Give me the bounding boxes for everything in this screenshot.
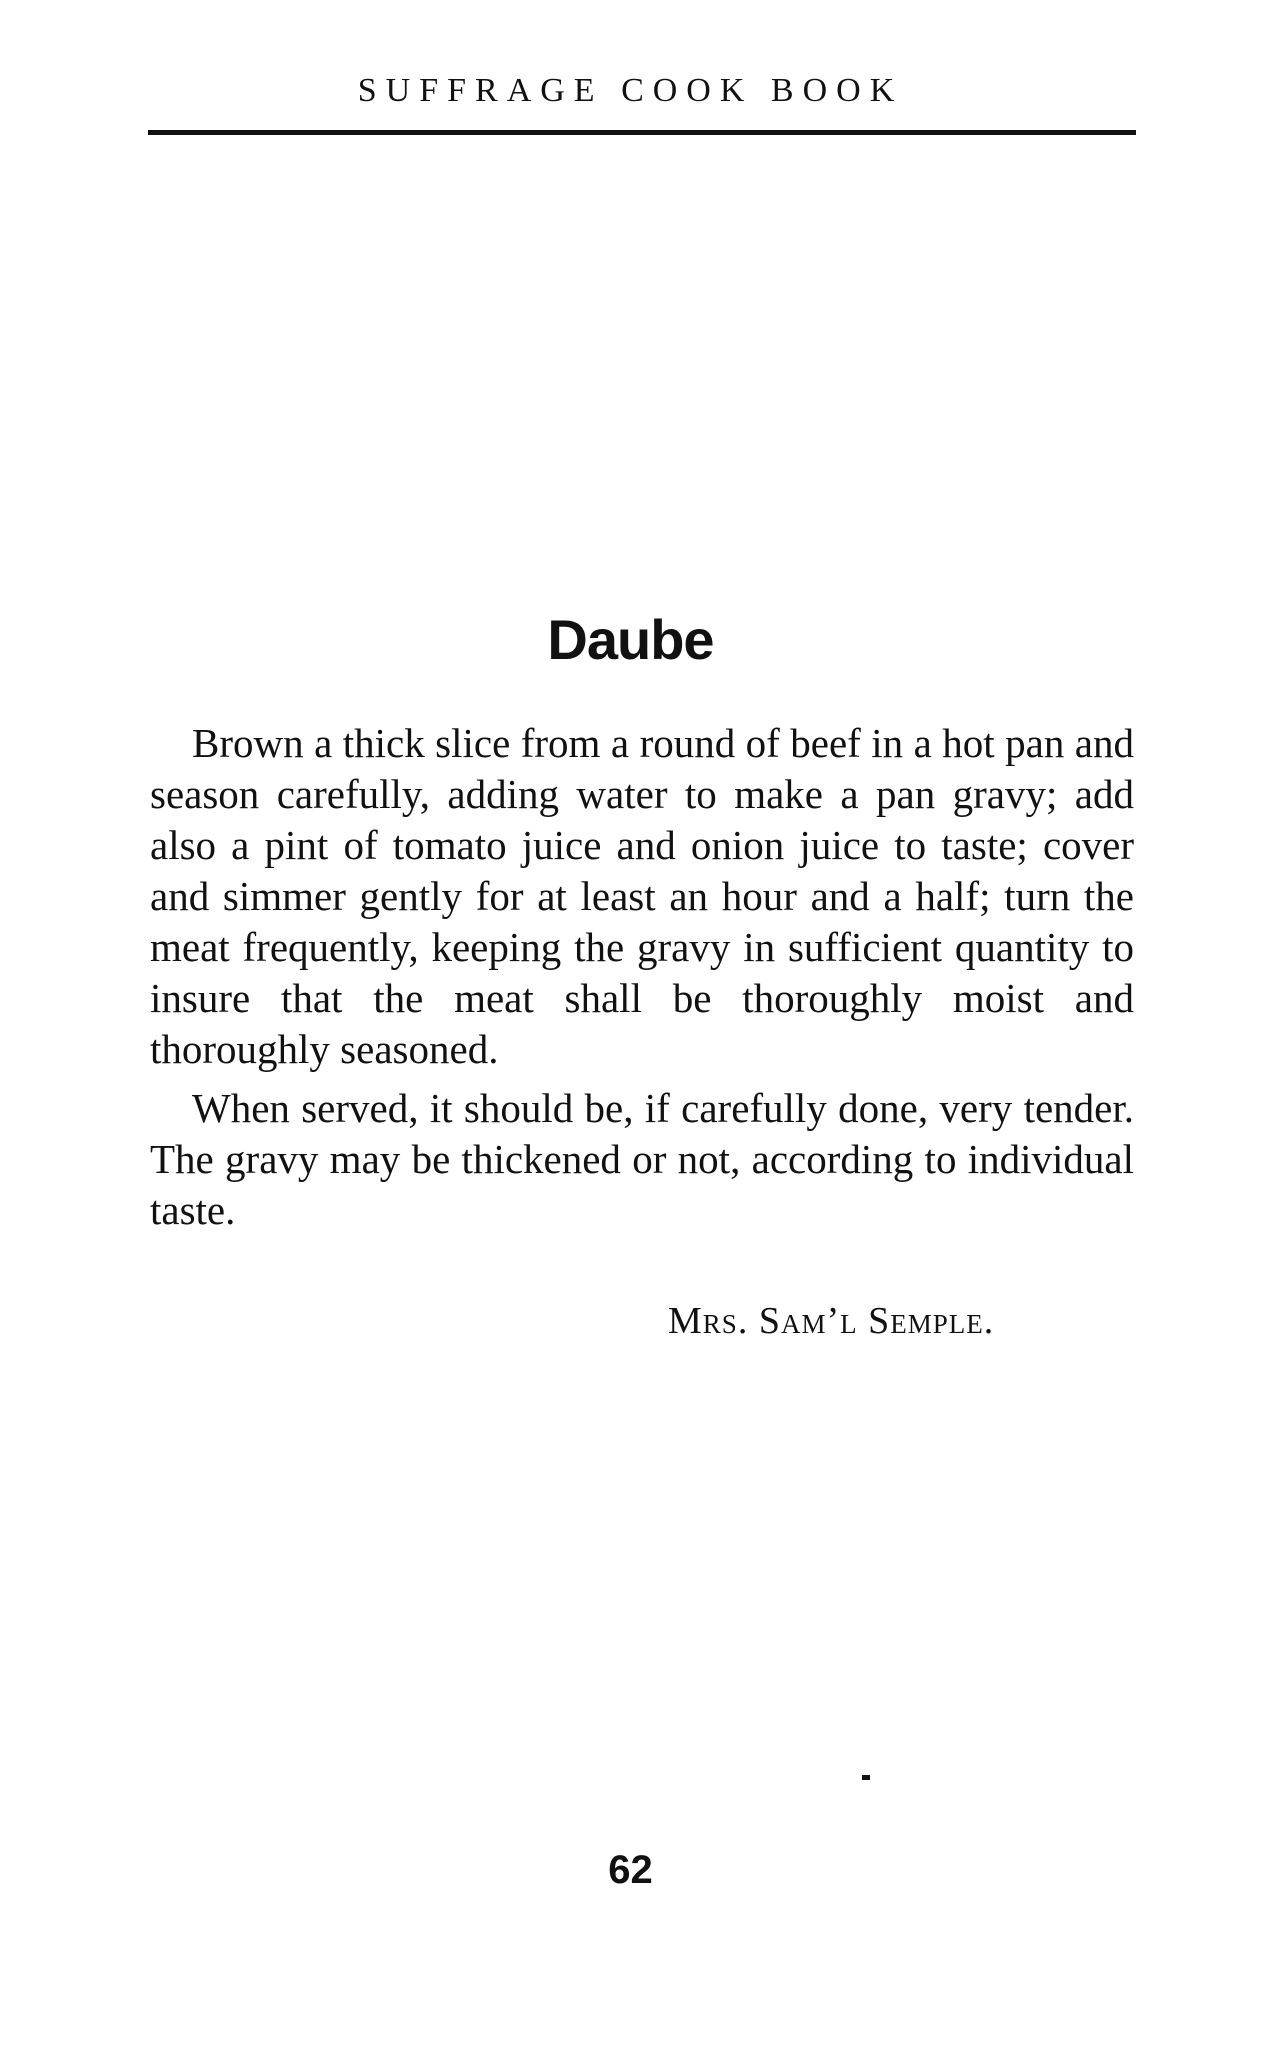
page-number: 62 xyxy=(608,1848,653,1892)
recipe-paragraph: When served, it should be, if carefully done, very tender. The gravy may be thickened or not, according to individual taste. xyxy=(150,1085,1134,1233)
recipe-paragraph: Brown a thick slice from a round of beef in a hot pan and season carefully, adding water to make a pan gravy; add also a pint of tomato juice and onion juice to taste; cover and simmer gently for at least an hour and a half; turn the meat frequently, keeping the gravy in sufficient quantity to insure that the meat shall be thoroughly moist and thoroughly seasoned. xyxy=(150,720,1134,1072)
running-title: SUFFRAGE COOK BOOK xyxy=(357,72,904,109)
recipe-attribution: Mrs. Sam’l Semple. xyxy=(668,1300,995,1342)
print-speck xyxy=(862,1775,870,1780)
header-rule xyxy=(148,130,1136,135)
recipe-title: Daube xyxy=(547,608,714,671)
recipe-body xyxy=(150,718,1134,1236)
